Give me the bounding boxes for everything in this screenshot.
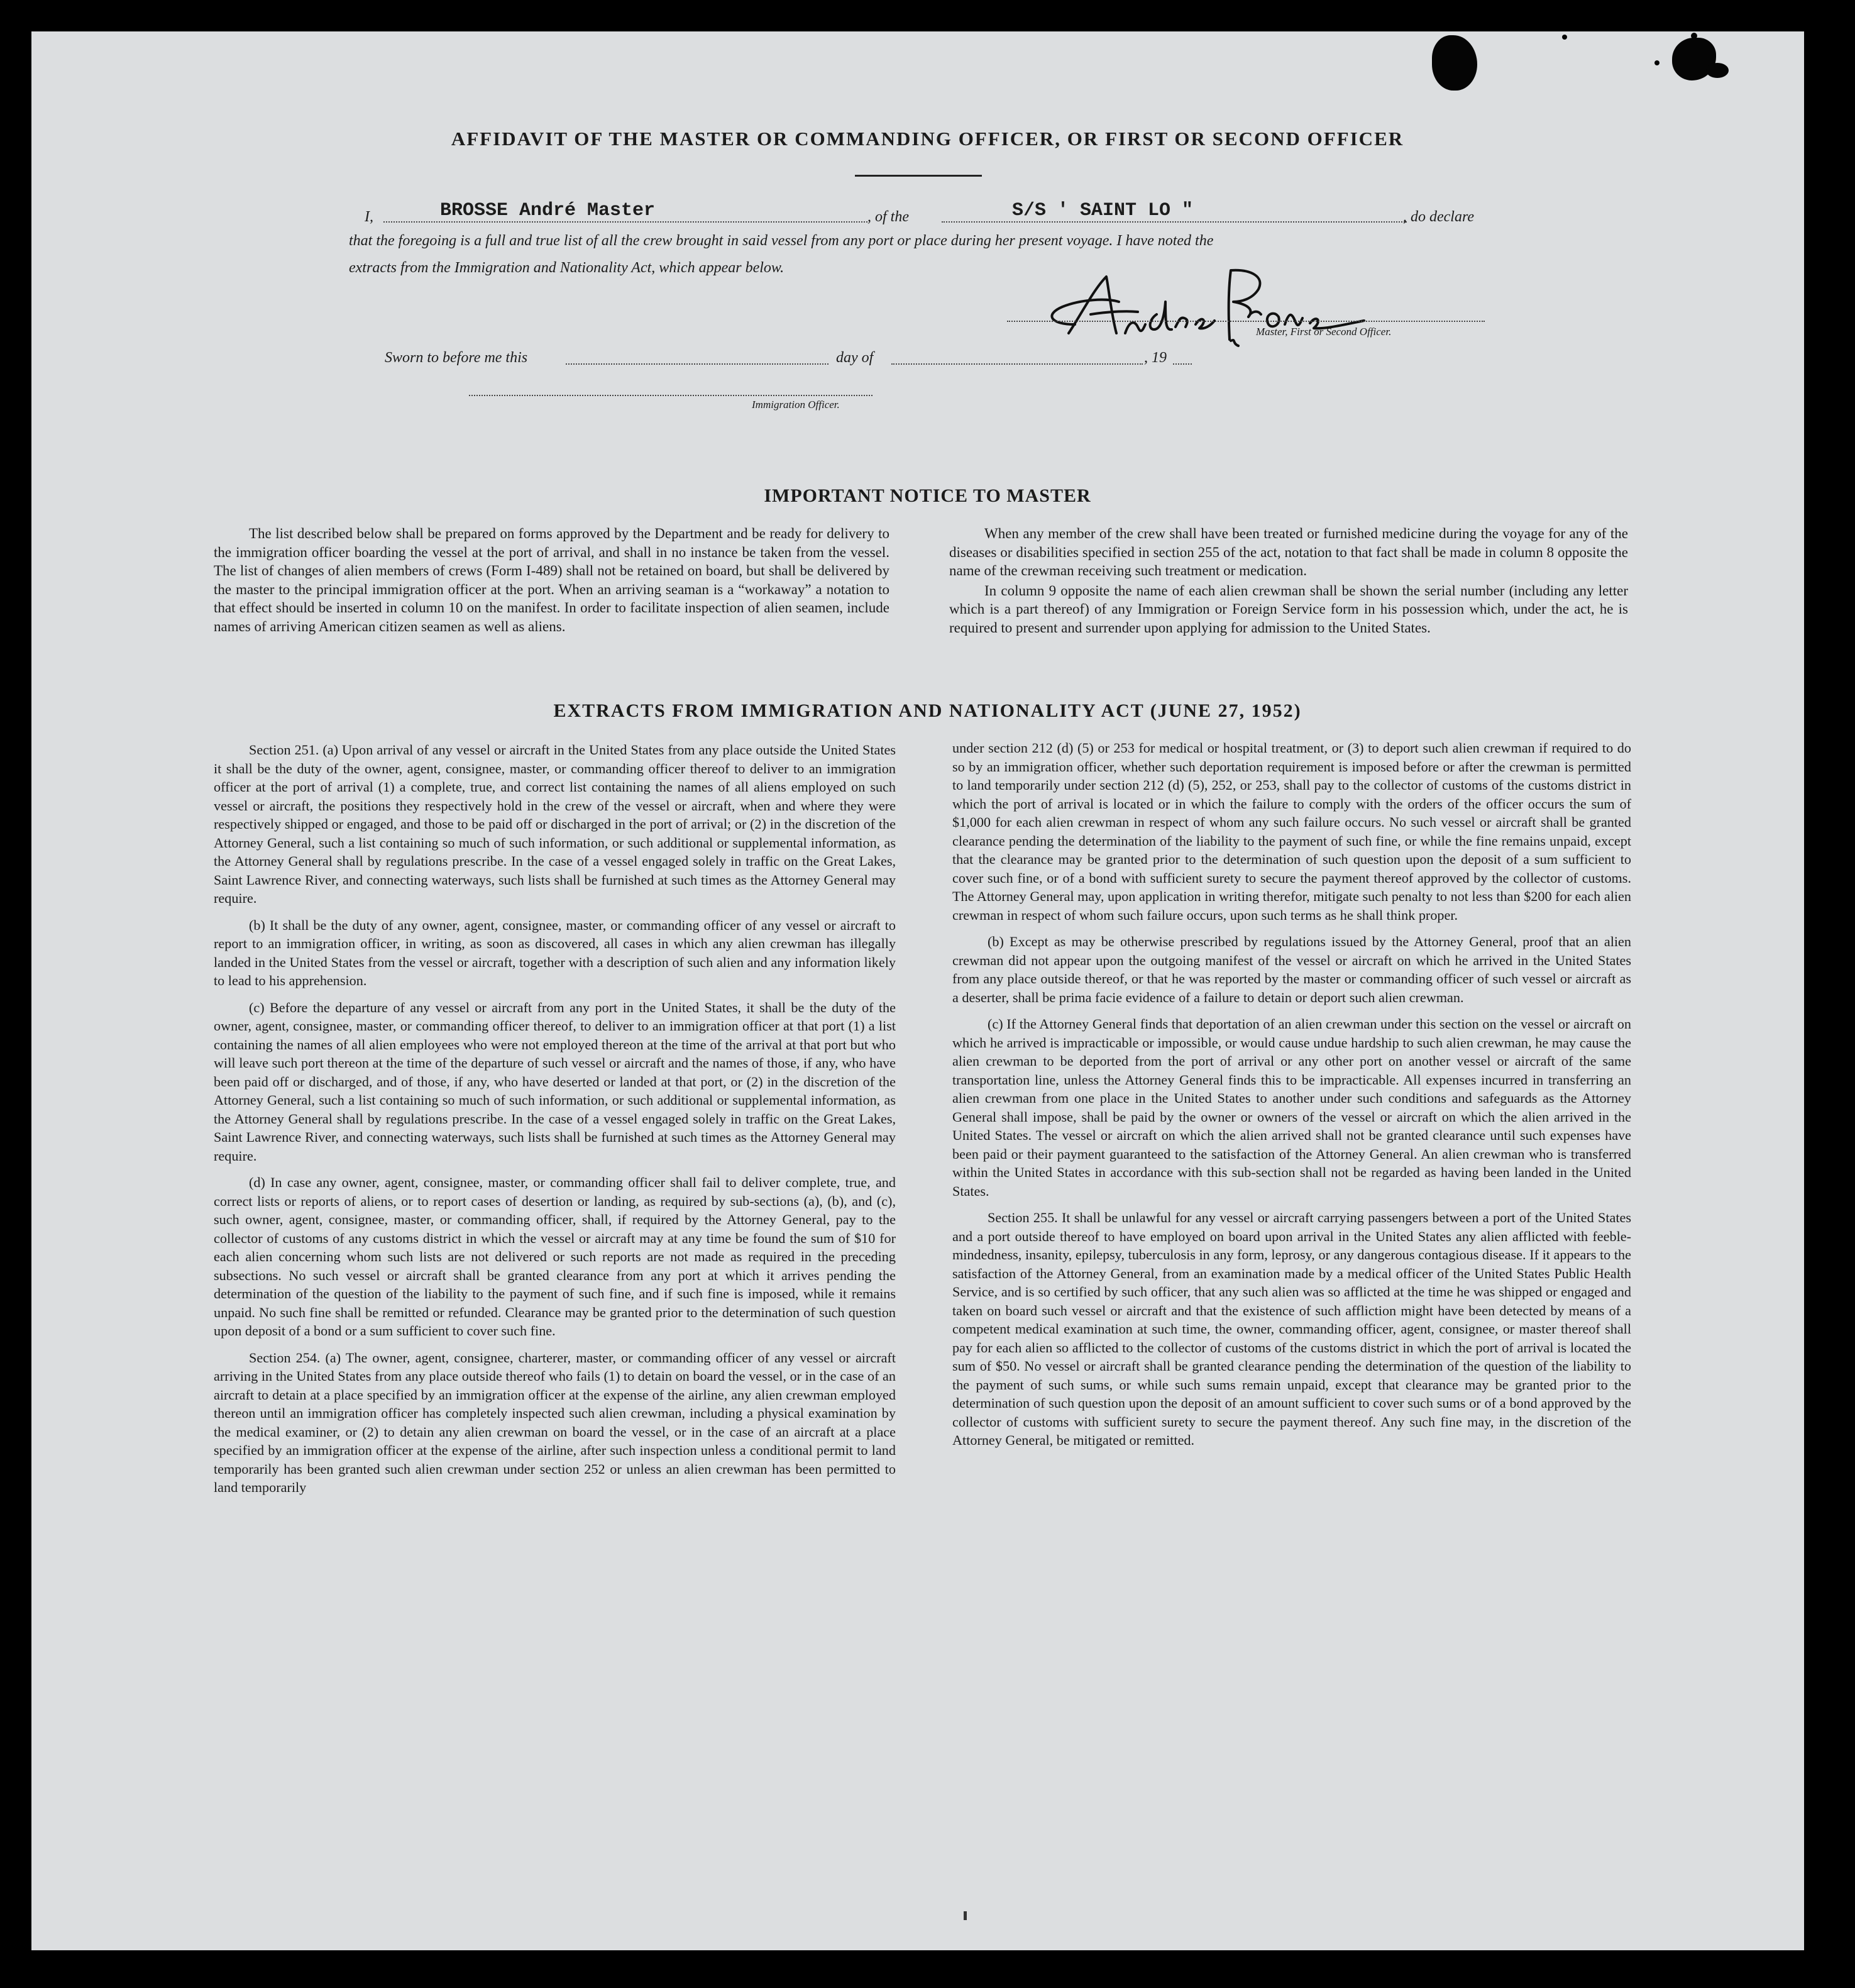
do-declare-label: , do declare [1403,209,1475,225]
day-of-label: day of [836,350,874,366]
month-line [891,363,1143,365]
signature-line [1007,321,1485,322]
notice-paragraph: The list described below shall be prepared on forms approved by the Department and be ready for delivery to the immigration officer boarding the vessel at the port of arrival, and shall in no instance be taken from the vessel. The list of changes of alien members of crews (Form I-489) shall not be retained on board, but shall be delivered by the master to the principal immigration officer at the port. When an arriving seaman is a “workaway” a notation to that effect should be inserted in column 10 on the manifest. In order to facilitate inspection of alien seamen, include names of arriving American citizen seamen as well as aliens. [214,526,889,634]
notice-title: IMPORTANT NOTICE TO MASTER [764,485,1091,506]
scan-mark [964,1911,967,1920]
affidavit-title: AFFIDAVIT OF THE MASTER OR COMMANDING OFFICER, OR FIRST OR SECOND OFFICER [451,128,1404,150]
ink-speck [1691,33,1697,39]
section-251c: (c) Before the departure of any vessel or aircraft from any port in the United States, it shall be the duty of the owner, agent, consignee, master, or commanding officer thereof, to deliver to an immigration officer at that port (1) a list containing the names of all alien employees who were not employed thereon at the time of the arrival at that port but who will leave such port thereon at the time of the departure of such vessel or aircraft and the names of those, if any, who have been paid off or discharged, and of those, if any, who have deserted or landed at that port, or (2) in the discretion of the Attorney General, such a list containing so much of such information, or such additional or supplemental information, as the Attorney General shall by regulations prescribe. In the case of a vessel engaged solely in traffic on the Great Lakes, Saint Lawrence River, and connecting waterways, such lists shall be furnished at such times as the Attorney General may require. [214,999,896,1164]
title-underline [855,175,982,177]
section-254a-continued: under section 212 (d) (5) or 253 for medical or hospital treatment, or (3) to deport such alien crewman if required to do so by an immigration officer, whether such deportation requirement is imposed before or after the crewman is permitted to land temporarily under section 212 (d) (5), 252, or 253, shall pay to the collector of customs of the customs district in which the port of arrival is located or in which the failure to comply with the orders of the officer occurs the sum of $1,000 for each alien crewman in respect of whom any such failure occurs. No such vessel or aircraft shall be granted clearance pending the determination of the liability to the payment of such fine, or while the fine remains unpaid, except that the clearance may be granted prior to the determination of such question upon the deposit of a sum sufficient to cover such fine, or of a bond with sufficient surety to secure the payment thereof approved by the collector of customs. The Attorney General may, upon application in writing therefor, mitigate such penalty to not less than $200 for each alien crewman in respect of whom such failure occurs, upon such terms as he shall think proper. [952,740,1631,923]
declaration-line-2: that the foregoing is a full and true list of all the crew brought in said vessel from any port or place during her present voyage. I have noted the [349,233,1214,249]
section-254a: Section 254. (a) The owner, agent, consignee, charterer, master, or commanding officer of any vessel or aircraft arriving in the United States from any place outside thereof who fails (1) to detain on board the vessel, or in the case of an aircraft to detain at a place specified by an immigration officer at the expense of the airline, any alien crewman employed thereon until an immigration officer has completely inspected such alien crewman, including a physical examination by the medical examiner, or (2) to detain any alien crewman on board the vessel, or in the case of an aircraft at a place specified by an immigration officer at the expense of the airline, after such inspection unless a conditional permit to land temporarily has been granted such alien crewman under section 252 or unless an alien crewman has been permitted to land temporarily [214,1349,896,1495]
section-254b: (b) Except as may be otherwise prescribed by regulations issued by the Attorney General, proof that an alien crewman did not appear upon the outgoing manifest of the vessel or aircraft on which he arrived in the United States from any place outside thereof, or that he was reported by the master or commanding officer of such vessel or aircraft as a deserter, shall be prima facie evidence of a failure to detain or deport such alien crewman. [952,934,1631,1005]
ink-speck [1654,60,1660,65]
year-label: , 19 [1144,350,1167,366]
extracts-right-column [952,739,1631,1458]
of-the-label: , of the [867,209,909,225]
notice-right-column [949,524,1628,646]
section-251d: (d) In case any owner, agent, consignee, master, or commanding officer shall fail to deliver complete, true, and correct lists or reports of aliens, or to report cases of desertion or landing, as required by sub-sections (a), (b), and (c), such owner, agent, consignee, master, or commanding officer, shall, if required by the Attorney General, pay to the collector of customs of any customs district in which the vessel or aircraft may at any time be found the sum of $10 for each alien concerning whom such lists are not delivered or such reports are not made as required in the preceding subsections. No such vessel or aircraft shall be granted clearance from any port at which it arrives pending the determination of the question of the liability to the payment of such fine, and if such fine is imposed, while it remains unpaid. No such fine shall be remitted or refunded. Clearance may be granted prior to the determination of such question upon deposit of a bond or a sum sufficient to cover such fine. [214,1174,896,1339]
sworn-date-line [566,363,828,365]
officer-label: Immigration Officer. [752,399,840,411]
name-fill-line [383,221,867,223]
sworn-label: Sworn to before me this [385,350,528,366]
notice-paragraph: When any member of the crew shall have been treated or furnished medicine during the voyage for any of the diseases or disabilities specified in section 255 of the act, notation to that fact shall be made in column 8 opposite the name of the crewman receiving such treatment or medication. [949,526,1628,579]
notice-left-column [214,524,889,645]
typed-master-name: BROSSE André Master [440,200,656,221]
notice-paragraph: In column 9 opposite the name of each alien crewman shall be shown the serial number (including any letter which is a part thereof) of any Immigration or Foreign Service form in his possession which, under the act, he is required to present and surrender upon applying for admission to the United States. [949,582,1628,636]
extracts-title: EXTRACTS FROM IMMIGRATION AND NATIONALITY ACT (JUNE 27, 1952) [553,700,1302,721]
ink-speck [1562,35,1567,40]
ink-blot [1432,35,1477,91]
extracts-left-column [214,741,896,1505]
signer-label: Master, First or Second Officer. [1256,326,1392,338]
vessel-fill-line [942,221,1407,223]
year-line [1173,363,1192,365]
ink-blot [1706,63,1729,78]
declaration-prefix: I, [365,209,373,225]
officer-signature-line [469,395,872,396]
section-251a: Section 251. (a) Upon arrival of any vessel or aircraft in the United States from any place outside the United States it shall be the duty of the owner, agent, consignee, master, or commanding officer thereof to deliver to an immigration officer at the port of arrival (1) a complete, true, and correct list containing the names of all aliens employed on such vessel or aircraft, the positions they respectively hold in the crew of the vessel or aircraft, when and where they were respectively shipped or engaged, and those to be paid off or discharged in the port of arrival; or (2) in the discretion of the Attorney General, such a list containing so much of such information, or such additional or supplemental information, as the Attorney General shall by regulations prescribe. In the case of a vessel engaged solely in traffic on the Great Lakes, Saint Lawrence River, and connecting waterways, such lists shall be furnished at such times as the Attorney General may require. [214,742,896,906]
section-251b: (b) It shall be the duty of any owner, agent, consignee, master, or commanding officer of any vessel or aircraft to report to an immigration officer, in writing, as soon as discovered, all cases in which any alien crewman has illegally landed in the United States from the vessel or aircraft, together with a description of such alien and any information likely to lead to his apprehension. [214,917,896,988]
master-signature [1031,264,1383,352]
declaration-line-3: extracts from the Immigration and Nationality Act, which appear below. [349,260,784,276]
typed-vessel-name: S/S ' SAINT LO " [1012,200,1194,221]
section-255: Section 255. It shall be unlawful for any vessel or aircraft carrying passengers between a port of the United States and a port outside thereof to have employed on board upon arrival in the United States any alien afflicted with feeble-mindedness, insanity, epilepsy, tuberculosis in any form, leprosy, or any dangerous contagious disease. If it appears to the satisfaction of the Attorney General, from an examination made by a medical officer of the United States Public Health Service, and is so certified by such officer, that any such alien was so afflicted at the time he was shipped or engaged and taken on board such vessel or aircraft and that the existence of such affliction might have been detected by means of a competent medical examination at such time, the owner, commanding officer, agent, consignee, or master thereof shall pay for each alien so afflicted to the collector of customs of the customs district in which the port of arrival is located the sum of $50. No vessel or aircraft shall be granted clearance pending the determination of the question of the liability to the payment of such sums, or while such sums remain unpaid, except that clearance may be granted prior to the determination of such question upon the deposit of an amount sufficient to cover such sums or of a bond approved by the collector of customs with sufficient surety to secure the payment thereof. Any such fine may, in the discretion of the Attorney General, be mitigated or remitted. [952,1210,1631,1448]
section-254c: (c) If the Attorney General finds that deportation of an alien crewman under this section on the vessel or aircraft on which he arrived is impracticable or impossible, or would cause undue hardship to such alien crewman, he may cause the alien crewman to be deported from the port of arrival or any other port on another vessel or aircraft of the same transportation line, unless the Attorney General finds this to be impracticable. All expenses incurred in transferring an alien crewman from one place in the United States to another under such conditions and safeguards as the Attorney General shall impose, shall be paid by the owner or owners of the vessel or aircraft on which the alien arrived in the United States. The vessel or aircraft on which the alien arrived shall not be granted clearance until such expenses have been paid or their payment guaranteed to the satisfaction of the Attorney General. An alien crewman who is transferred within the United States in accordance with this sub-section shall not be regarded as having been landed in the United States. [952,1016,1631,1199]
